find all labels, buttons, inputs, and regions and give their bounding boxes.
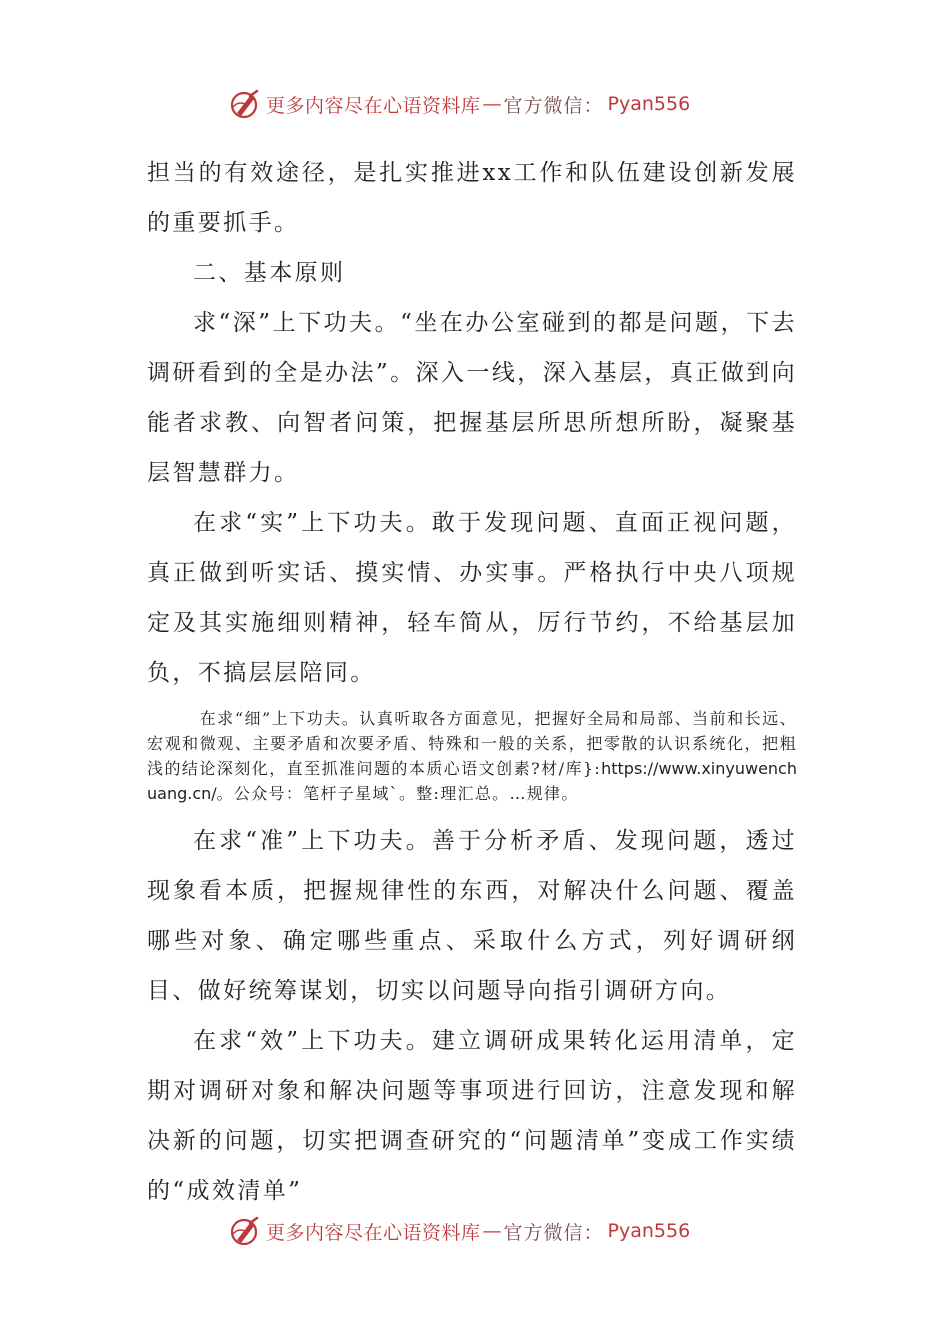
paragraph-real: 在求“实”上下功夫。敢于发现问题、直面正视问题，真正做到听实话、摸实情、办实事。严格执行中央八项规定及其实施细则精神，轻车简从，厉行节约，不给基层加负，不搞层层陪同。 — [147, 510, 797, 686]
paragraph-effect: 在求“效”上下功夫。建立调研成果转化运用清单，定期对调研对象和解决问题等事项进行回访，注意发现和解决新的问题，切实把调查研究的“问题清单”变成工作实绩的“成效清单” — [147, 1028, 797, 1204]
banner-main-text: 更多内容尽在心语资料库 — [266, 94, 481, 117]
paragraph-continuation: 担当的有效途径，是扎实推进xx工作和队伍建设创新发展的重要抓手。 — [147, 160, 797, 236]
paragraph-detail-text: 在求“细”上下功夫。认真听取各方面意见，把握好全局和局部、当前和长远、宏观和微观、主要矛盾和次要矛盾、特殊和一般的关系，把零散的认识系统化，把粗浅的结论深刻化，直至抓准问题的本质心语文创素?材/库}: — [147, 709, 797, 778]
banner-wechat-id: Pyan556 — [607, 1220, 691, 1242]
banner-wechat-label: 官方微信： — [503, 94, 604, 117]
paragraph-accurate: 在求“准”上下功夫。善于分析矛盾、发现问题，透过现象看本质，把握规律性的东西，对解决什么问题、覆盖哪些对象、确定哪些重点、采取什么方式，列好调研纲目、做好统筹谋划，切实以问题导向指引调研方向。 — [147, 828, 797, 1004]
banner-wechat-label: 官方微信： — [503, 1221, 604, 1244]
banner-main-text: 更多内容尽在心语资料库 — [266, 1221, 481, 1244]
banner-wechat-id: Pyan556 — [607, 93, 691, 115]
banner-dash: — — [482, 1220, 502, 1242]
header-banner — [228, 84, 690, 124]
source-url: https://www.xinyuwenchuang.cn/ — [147, 759, 797, 803]
section-heading: 二、基本原则 — [193, 260, 346, 286]
banner-dash: — — [482, 93, 502, 115]
paragraph-deep: 求“深”上下功夫。“坐在办公室碰到的都是问题，下去调研看到的全是办法”。深入一线，深入基层，真正做到向能者求教、向智者问策，把握基层所思所想所盼，凝聚基层智慧群力。 — [147, 310, 797, 486]
pen-nib-icon — [228, 1214, 262, 1248]
pen-nib-icon — [228, 87, 262, 121]
paragraph-detail — [147, 706, 797, 806]
paragraph-detail-tail: 。公众号：笔杆子星域`。整:理汇总。…规律。 — [216, 784, 579, 803]
footer-banner — [228, 1211, 690, 1251]
document-body — [147, 148, 797, 1216]
